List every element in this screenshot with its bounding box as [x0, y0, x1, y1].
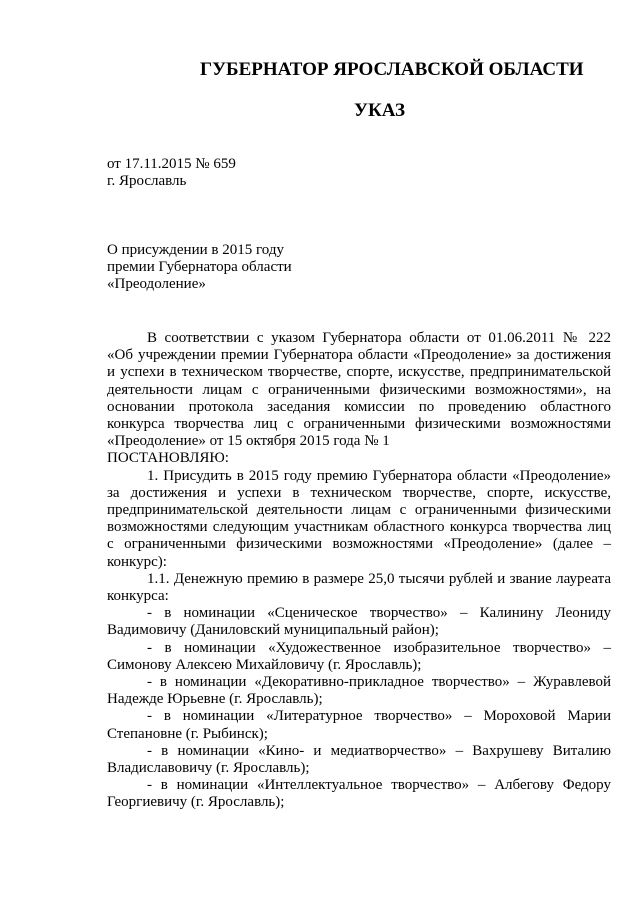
preamble-line: конкурса творчества лиц с ограниченными физическими возможностями: [107, 416, 611, 433]
preamble-line: «Об учреждении премии Губернатора области «Преодоление» за достижения: [107, 347, 611, 364]
nomination-line: Владиславовичу (г. Ярославль);: [107, 760, 310, 777]
subject-line: «Преодоление»: [107, 276, 206, 293]
clause-1-line: предпринимательской деятельности лицам с ограниченными физическими: [107, 502, 611, 519]
nomination-line: Вадимовичу (Даниловский муниципальный район);: [107, 622, 439, 639]
document-date-number: от 17.11.2015 № 659: [107, 156, 236, 172]
nomination-line: Георгиевичу (г. Ярославль);: [107, 794, 285, 811]
clause-1-1-line: 1.1. Денежную премию в размере 25,0 тысячи рублей и звание лауреата: [147, 570, 611, 587]
preamble-paragraph: [107, 330, 611, 450]
preamble-line: основании протокола заседания комиссии по проведению областного: [107, 398, 611, 415]
document-type: УКАЗ: [354, 100, 405, 121]
document-body: [107, 330, 611, 812]
subject-line: премии Губернатора области: [107, 259, 292, 276]
nomination-item: [107, 605, 611, 639]
nomination-item: [107, 708, 611, 742]
clause-1-line: возможностями следующим участникам областного конкурса творчества лиц: [107, 519, 611, 536]
clause-1-1: [107, 571, 611, 605]
nomination-line: Степановне (г. Рыбинск);: [107, 725, 268, 742]
nomination-item: [107, 674, 611, 708]
clause-1-line: конкурс):: [107, 553, 167, 570]
preamble-line: и успехи в техническом творчестве, спорте, искусстве, предпринимательской: [107, 364, 611, 381]
preamble-line: «Преодоление» от 15 октября 2015 года № 1: [107, 433, 390, 450]
nomination-line: Надежде Юрьевне (г. Ярославль);: [107, 691, 323, 708]
preamble-line: деятельности лицам с ограниченными физическими возможностями», на: [107, 381, 611, 398]
nomination-line: - в номинации «Литературное творчество» – Мороховой Марии: [147, 708, 611, 725]
document-subject: [107, 242, 611, 294]
document-city: г. Ярославль: [107, 173, 187, 190]
nomination-item: [107, 743, 611, 777]
nomination-item: [107, 777, 611, 811]
nomination-line: Симонову Алексею Михайловичу (г. Ярославль);: [107, 656, 422, 673]
nomination-line: - в номинации «Сценическое творчество» – Калинину Леониду: [147, 605, 611, 622]
clause-1-line: с ограниченными физическими возможностями «Преодоление» (далее –: [107, 536, 611, 553]
document-organization: ГУБЕРНАТОР ЯРОСЛАВСКОЙ ОБЛАСТИ: [200, 59, 584, 80]
nomination-line: - в номинации «Кино- и медиатворчество» – Вахрушеву Виталию: [147, 742, 611, 759]
nomination-line: - в номинации «Декоративно-прикладное творчество» – Журавлевой: [147, 674, 611, 691]
clause-1-1-line: конкурса:: [107, 588, 169, 605]
clause-1-line: 1. Присудить в 2015 году премию Губернатора области «Преодоление»: [147, 467, 611, 484]
nomination-line: - в номинации «Художественное изобразительное творчество» –: [147, 639, 611, 656]
clause-1-line: за достижения и успехи в техническом творчестве, спорте, искусстве,: [107, 484, 611, 501]
subject-line: О присуждении в 2015 году: [107, 242, 284, 258]
clause-1: [107, 468, 611, 571]
decree-word: ПОСТАНОВЛЯЮ:: [107, 450, 229, 467]
document-meta: [107, 156, 611, 190]
nomination-item: [107, 640, 611, 674]
preamble-line: В соответствии с указом Губернатора области от 01.06.2011 № 222: [147, 330, 611, 346]
nomination-line: - в номинации «Интеллектуальное творчество» – Албегову Федору: [147, 777, 611, 794]
